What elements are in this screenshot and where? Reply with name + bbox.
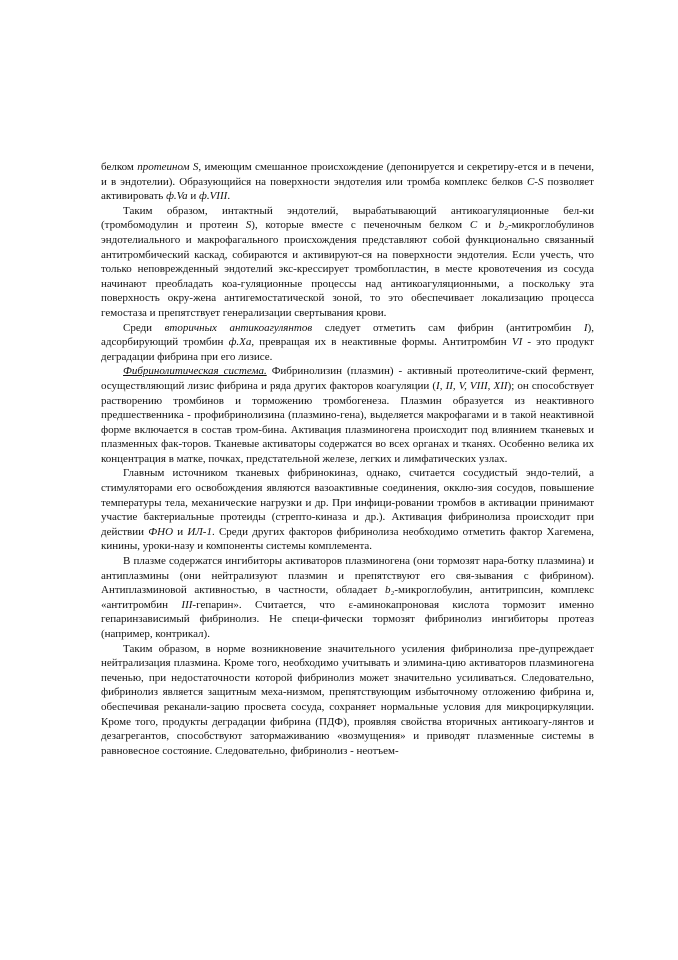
text-run: ), адсорбирующий тромбин xyxy=(101,321,594,349)
text-run: и xyxy=(187,190,200,203)
text-run: Среди xyxy=(123,321,165,334)
italic-term: ф.Xa xyxy=(228,336,252,349)
italic-term: C xyxy=(469,219,478,232)
text-run: позволяет активировать xyxy=(101,175,594,203)
text-run: -гепарин». Считается, что ε-аминокапроновая кислота тормозит именно гепаринзависимый фибринолиз. Не специ-фически тормозят фибринолиз ингибиторы протеаз (например, контрикал). xyxy=(101,598,594,640)
text-run: и xyxy=(173,525,188,538)
text-run: Таким образом, интактный эндотелий, вырабатывающий антикоагуляционные бел-ки (тромбомодулин и протеин xyxy=(101,204,594,232)
italic-term: S xyxy=(245,219,252,232)
text-run: Таким образом, в норме возникновение значительного усиления фибринолиза пре-дупреждает нейтрализация плазмина. Кроме того, необходимо учитывать и элимина-цию активаторов плазминогена печенью, при недостаточности которой фибринолиз может значительно усиливаться. Следовательно, фибринолиз является защитным меха-низмом, препятствующим избыточному отложению фибрина и, обеспечивая реканали-зацию просвета сосуда, сохраняет нормальные условия для микроциркуляции. Кроме того, продукты деградации фибрина (ПДФ), проявляя свойства вторичных антикоагу-лянтов и дезагрегантов, способствуют затормаживанию «возмущения» и приводят плазменные системы в равновесное состояние. Следовательно, фибринолиз - неотъем- xyxy=(101,642,594,757)
italic-term: b₂ xyxy=(385,584,395,597)
italic-term: ИЛ-1 xyxy=(187,525,212,538)
section-heading-inline: Фибринолитическая система. xyxy=(123,365,267,378)
text-run: , имеющим смешанное происхождение (депонируется и секретиру-ется и в печени, и в эндотелии). Образующийся на поверхности эндотелия или тромба комплекс белков xyxy=(101,161,595,188)
paragraph-protein-s xyxy=(101,160,594,204)
italic-term: C-S xyxy=(526,175,544,188)
italic-term: VI xyxy=(511,336,523,349)
text-run: белком xyxy=(101,161,138,173)
text-run: - это продукт деградации фибрина при его лизисе. xyxy=(101,336,594,363)
text-run: , превращая их в неактивные формы. Антитромбин xyxy=(251,336,512,349)
italic-term: протеином S xyxy=(137,161,199,173)
text-run: -микроглобулин, антитрипсин, комплекс «антитромбин xyxy=(101,584,594,611)
text-run: . xyxy=(227,190,231,203)
italic-term: ф.Va xyxy=(166,190,188,203)
document-page xyxy=(101,160,594,758)
italic-term: вторичных антикоагулянтов xyxy=(164,321,313,334)
text-run: и xyxy=(477,219,499,232)
text-run: следует отметить сам фибрин (антитромбин xyxy=(312,321,584,334)
text-run: Фибринолизин (плазмин) - активный протеолитиче-ский фермент, осуществляющий лизис фибрина и ряда других факторов коагуляции ( xyxy=(101,365,594,392)
text-run: . Среди других факторов фибринолиза необходимо отметить фактор Хагемена, кинины, уроки-назу и компоненты системы комплемента. xyxy=(101,525,594,553)
text-run: ), которые вместе с печеночным белком xyxy=(251,219,470,232)
italic-term: b₂ xyxy=(498,219,509,232)
italic-term: ФНО xyxy=(148,525,174,538)
paragraph-intact-endothelium xyxy=(101,204,594,321)
paragraph-plasminogen-inhibitors xyxy=(101,554,594,642)
italic-term: III xyxy=(181,598,193,611)
paragraph-fibrinolytic-system xyxy=(101,364,594,466)
text-run: -микроглобулинов эндотелиального и макрофагального происхождения представляют собой функционально связанный антитромбический каскад, собираются и активируют-ся на поверхности эндотелия. Если учесть, что только неповрежденный эндотелий экс-крессирует тромбопластин, в месте кровотечения из сосуда начинают преобладать коа-гуляционные процессы над антикоагуляционными, а поскольку эта поверхность окру-жена антигемостатической зоной, то это обеспечивает локализацию процесса гемостаза и препятствует генерализации свертывания крови. xyxy=(101,219,595,319)
paragraph-fibrinolysis-conclusion xyxy=(101,642,594,759)
italic-term: ф.VIII xyxy=(199,190,228,203)
italic-term: I, II, V, VIII, XII xyxy=(436,379,508,392)
text-run: ); он способствует растворению тромбинов и торможению тромбогенеза. Плазмин образуется из неактивного предшественника - профибринолизина (плазмино-гена), выделяется макрофагами и в такой неактивной форме включается в состав тром-бина. Активация плазминогена происходит под влиянием тканевых и плазменных фак-торов. Тканевые активаторы содержатся во всех органах и тканях. Особенно велика их концентрация в матке, почках, предстательной железе, легких и лимфатических узлах. xyxy=(101,379,594,465)
italic-term: I xyxy=(583,321,588,334)
text-run: Главным источником тканевых фибринокиназ, однако, считается сосудистый эндо-телий, а стимуляторами его освобождения являются вазоактивные соединения, окклю-зия сосудов, повышение температуры тела, механические нагрузки и др. При инфици-ровании тромбов в активации принимают участие бактериальные протеиды (стрепто-киназа и др.). Активация фибринолиза происходит при действии xyxy=(101,467,594,538)
paragraph-secondary-anticoagulants xyxy=(101,321,594,365)
paragraph-tissue-fibrinokinases xyxy=(101,466,594,554)
text-run: В плазме содержатся ингибиторы активаторов плазминогена (они тормозят нара-ботку плазмина) и антиплазмины (они нейтрализуют плазмин и препятствуют его свя-зывания с фибрином). Антиплазминовой активностью, в частности, обладает xyxy=(101,555,594,597)
